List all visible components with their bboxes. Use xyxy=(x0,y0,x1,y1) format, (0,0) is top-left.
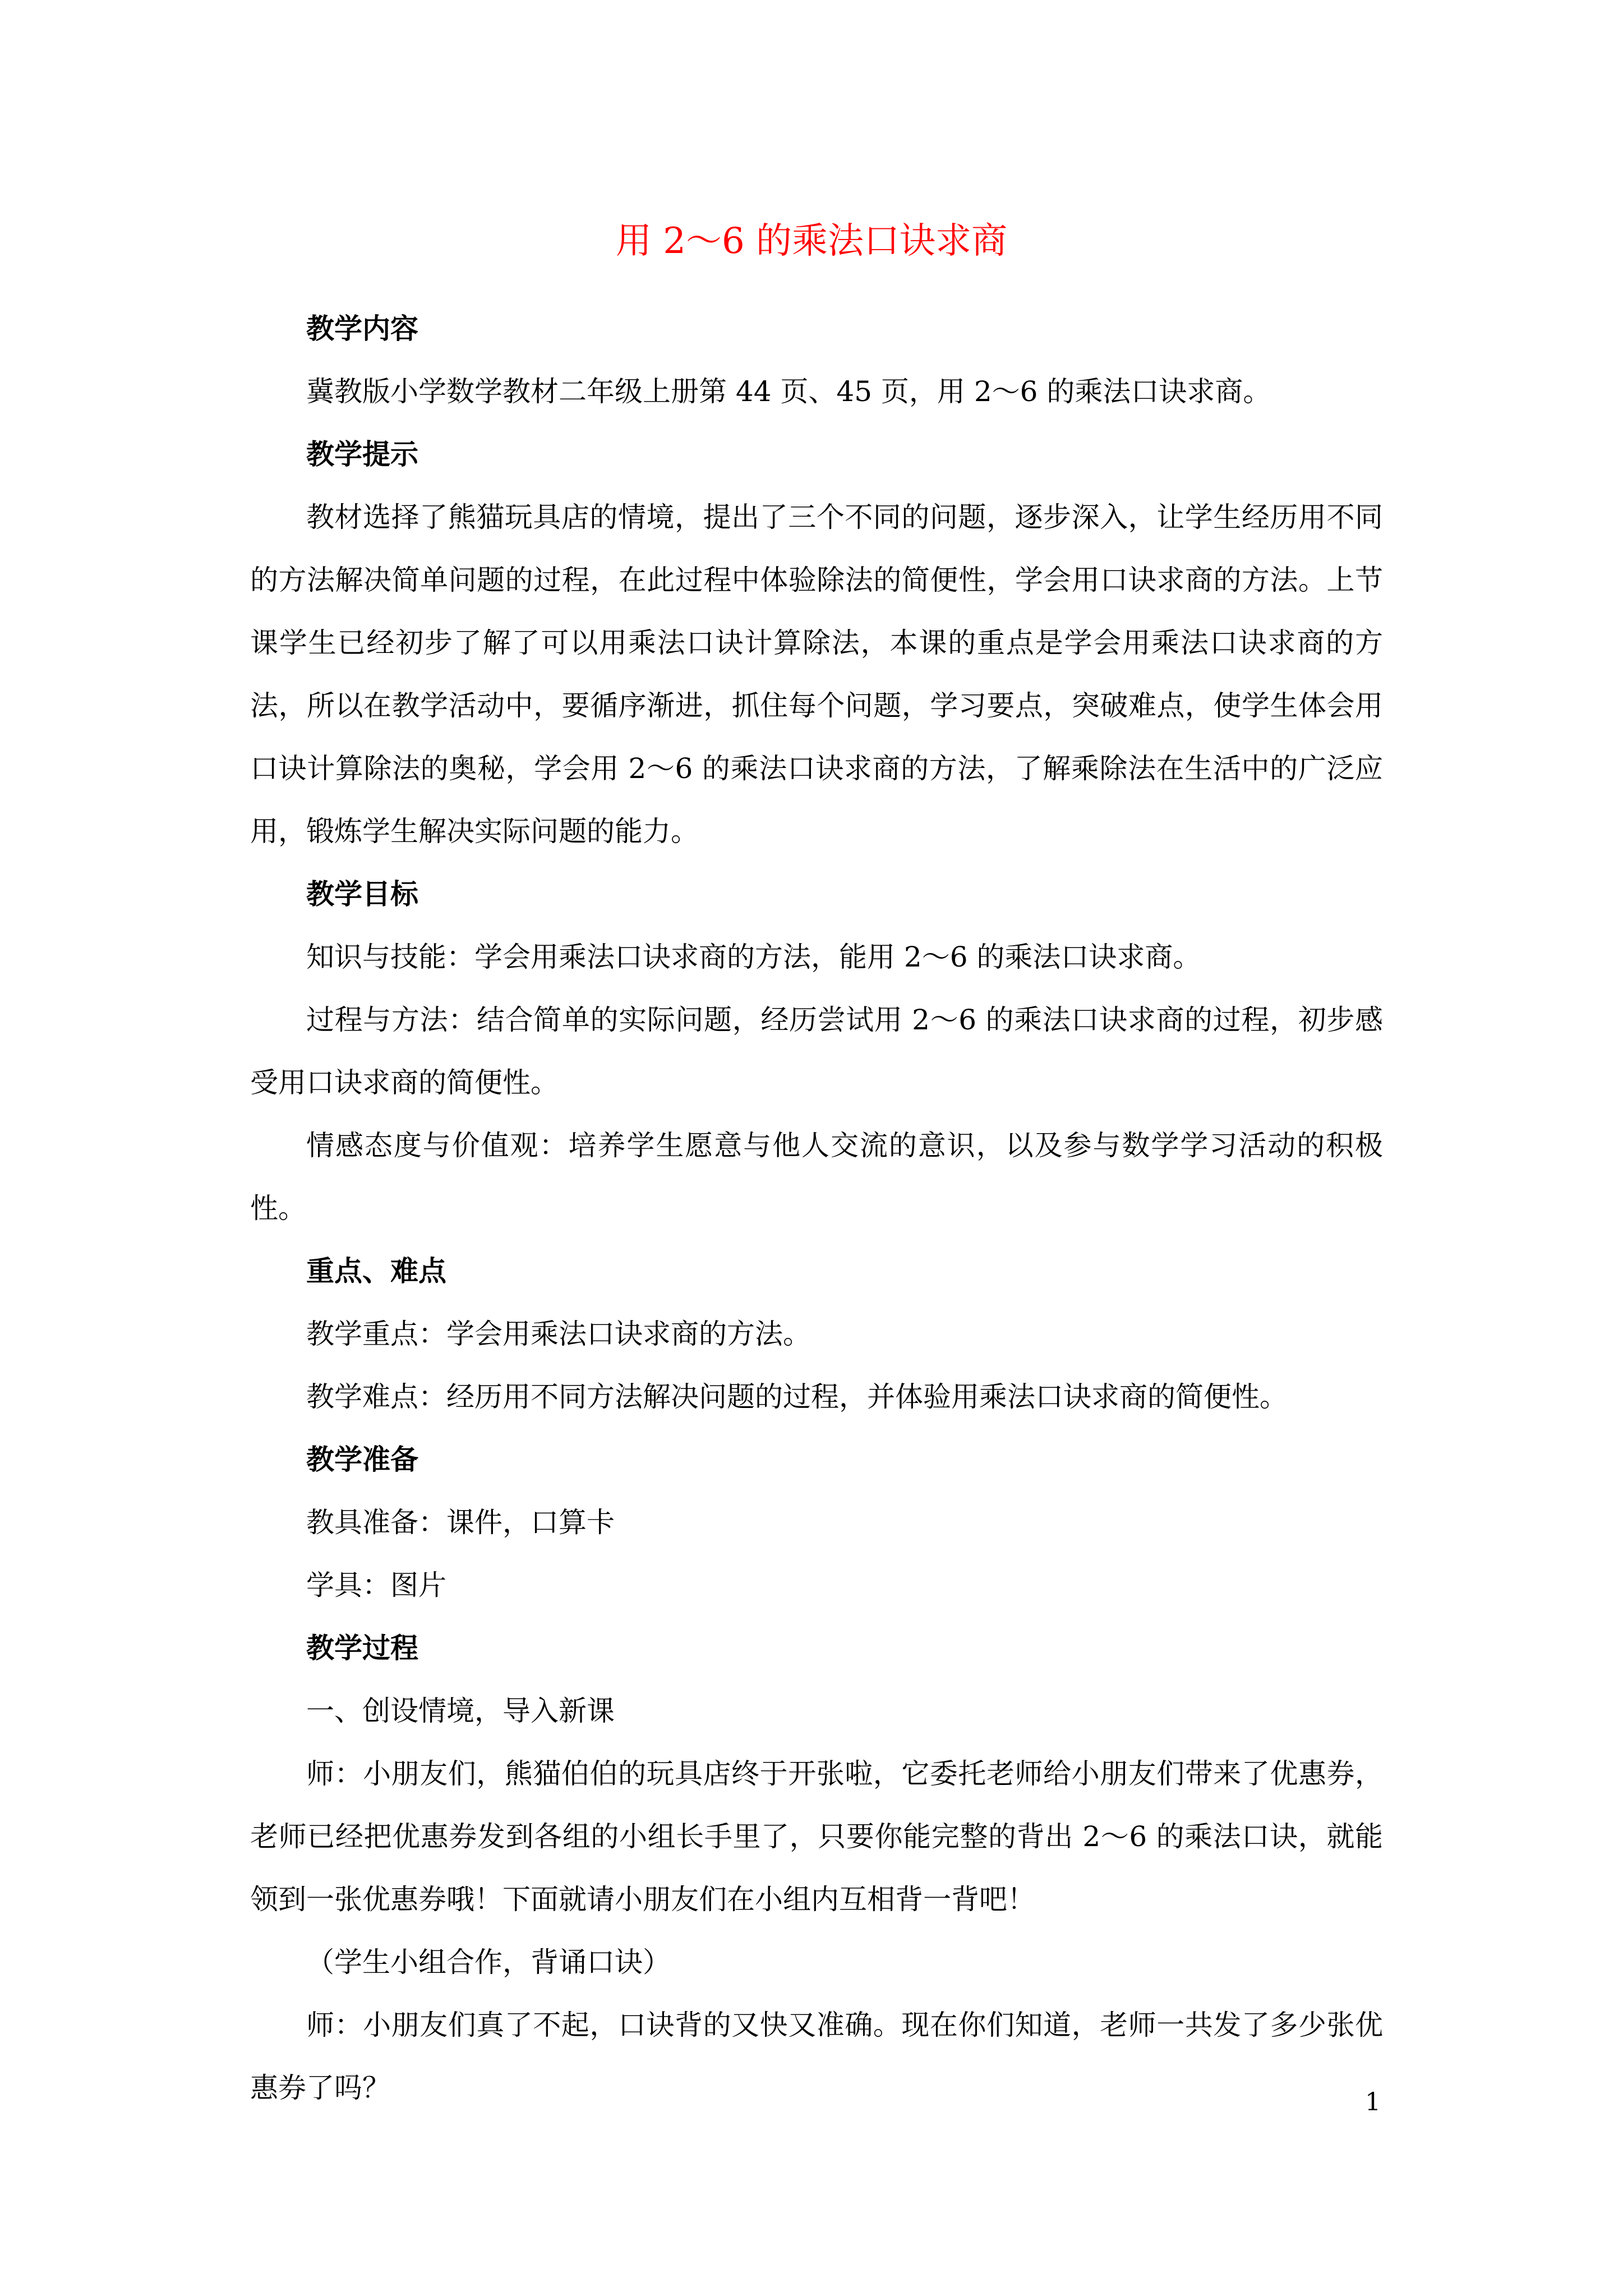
section-heading: 教学内容 xyxy=(306,312,418,345)
paragraph: 教材选择了熊猫玩具店的情境，提出了三个不同的问题，逐步深入，让学生经历用不同的方法解决简单问题的过程，在此过程中体验除法的简便性，学会用口诀求商的方法。上节课学生已经初步了解了可以用乘法口诀计算除法，本课的重点是学会用乘法口诀求商的方法，所以在教学活动中，要循序渐进，抓住每个问题，学习要点，突破难点，使学生体会用口诀计算除法的奥秘，学会用 2～6 的乘法口诀求商的方法，了解乘除法在生活中的广泛应用，锻炼学生解决实际问题的能力。 xyxy=(250,501,1383,848)
paragraph: 冀教版小学数学教材二年级上册第 44 页、45 页，用 2～6 的乘法口诀求商。 xyxy=(306,375,1271,408)
section-heading: 重点、难点 xyxy=(306,1254,446,1287)
section-heading: 教学目标 xyxy=(306,877,418,910)
paragraph: 教具准备：课件，口算卡 xyxy=(306,1506,615,1539)
paragraph: 师：小朋友们，熊猫伯伯的玩具店终于开张啦，它委托老师给小朋友们带来了优惠券，老师已经把优惠券发到各组的小组长手里了，只要你能完整的背出 2～6 的乘法口诀，就能领到一张优惠券哦！下面就请小朋友们在小组内互相背一背吧！ xyxy=(250,1757,1383,1916)
paragraph: 教学难点：经历用不同方法解决问题的过程，并体验用乘法口诀求商的简便性。 xyxy=(306,1381,1288,1413)
paragraph: 学具：图片 xyxy=(306,1569,446,1602)
section-heading: 教学过程 xyxy=(306,1631,418,1664)
paragraph: 过程与方法：结合简单的实际问题，经历尝试用 2～6 的乘法口诀求商的过程，初步感受用口诀求商的简便性。 xyxy=(250,1004,1383,1099)
paragraph: 知识与技能：学会用乘法口诀求商的方法，能用 2～6 的乘法口诀求商。 xyxy=(306,941,1201,973)
paragraph: 师：小朋友们真了不起，口诀背的又快又准确。现在你们知道，老师一共发了多少张优惠券了吗？ xyxy=(250,2009,1383,2104)
paragraph: 情感态度与价值观：培养学生愿意与他人交流的意识，以及参与数学学习活动的积极性。 xyxy=(250,1129,1383,1225)
document-body xyxy=(250,297,1383,2119)
page-number: 1 xyxy=(1365,2088,1381,2116)
section-heading: 教学提示 xyxy=(306,438,418,471)
paragraph: 一、创设情境，导入新课 xyxy=(306,1695,615,1727)
section-heading: 教学准备 xyxy=(306,1443,418,1476)
document-title: 用 2～6 的乘法口诀求商 xyxy=(615,220,1008,262)
paragraph: （学生小组合作，背诵口诀） xyxy=(306,1946,671,1978)
paragraph: 教学重点：学会用乘法口诀求商的方法。 xyxy=(306,1318,811,1350)
